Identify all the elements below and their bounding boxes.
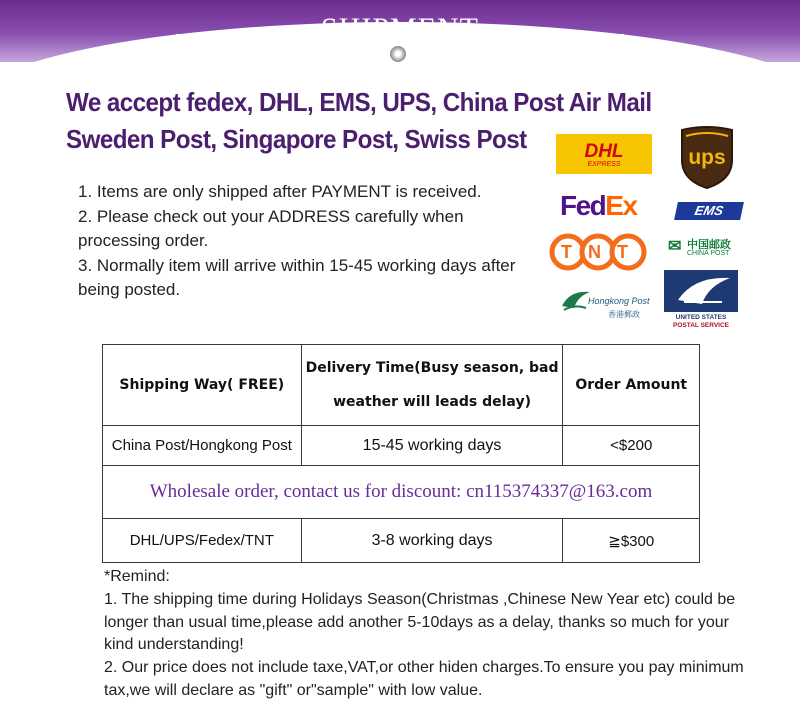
tnt-logo	[548, 232, 648, 272]
wholesale-contact-text: Wholesale order, contact us for discount: cn115374337@163.com	[103, 466, 700, 519]
ems-logo-text: EMS	[693, 203, 725, 218]
usps-text-line-2: POSTAL SERVICE	[673, 322, 729, 329]
tnt-logo-text: TNT	[561, 242, 644, 262]
dhl-logo-text: DHL	[584, 141, 624, 162]
cell-delivery-time: 3-8 working days	[301, 519, 563, 563]
hongkong-post-en-text: Hongkong Post	[588, 296, 650, 306]
accepted-carriers-line-1: We accept fedex, DHL, EMS, UPS, China Post Air Mail	[66, 87, 652, 117]
remind-section	[104, 566, 744, 703]
remind-item: 2. Our price does not include taxe,VAT,or other hiden charges.To ensure you pay minimum tax,we will declare as "gift" or"sample" with low value.	[104, 659, 744, 699]
usps-eagle-icon	[664, 270, 738, 312]
header-order-amount: Order Amount	[563, 345, 700, 426]
usps-logo	[664, 270, 738, 332]
diamond-icon	[390, 46, 406, 62]
banner-title: SHIPMENT	[320, 12, 479, 45]
fedex-ex-text: Ex	[605, 190, 637, 221]
note-item: 2. Please check out your ADDRESS carefully when processing order.	[78, 206, 464, 250]
ups-logo	[678, 126, 736, 190]
ems-logo	[674, 202, 744, 220]
china-post-cn-text: 中国邮政	[687, 238, 731, 251]
table-row	[103, 519, 700, 563]
note-item: 1. Items are only shipped after PAYMENT is received.	[78, 182, 482, 201]
hongkong-post-cn-text: 香港郵政	[608, 310, 640, 319]
table-header-row	[103, 345, 700, 426]
shipping-table	[102, 344, 700, 563]
china-post-logo	[668, 236, 746, 264]
header-delivery-time-line-2: weather will leads delay)	[333, 394, 531, 410]
fedex-fed-text: Fed	[560, 190, 606, 221]
accepted-carriers-line-2: Sweden Post, Singapore Post, Swiss Post	[66, 124, 527, 154]
wholesale-row	[103, 466, 700, 519]
hongkong-post-logo	[560, 284, 656, 322]
cell-order-amount: ≧$300	[563, 519, 700, 563]
usps-text-line-1: UNITED STATES	[675, 314, 727, 321]
china-post-emblem-icon: ✉	[668, 238, 682, 255]
remind-title: *Remind:	[104, 568, 170, 585]
header-shipping-way: Shipping Way( FREE)	[103, 345, 302, 426]
ups-logo-text: ups	[688, 146, 726, 169]
cell-shipping-way: China Post/Hongkong Post	[103, 426, 302, 466]
shipping-notes	[78, 180, 518, 303]
cell-shipping-way: DHL/UPS/Fedex/TNT	[103, 519, 302, 563]
dhl-logo	[556, 134, 652, 174]
dhl-logo-subtext: EXPRESS	[587, 161, 621, 168]
cell-delivery-time: 15-45 working days	[301, 426, 563, 466]
header-delivery-time	[301, 345, 563, 426]
china-post-en-text: CHINA POST	[687, 250, 730, 257]
header-delivery-time-line-1: Delivery Time(Busy season, bad	[305, 360, 559, 376]
fedex-logo	[560, 190, 660, 224]
cell-order-amount: <$200	[563, 426, 700, 466]
note-item: 3. Normally item will arrive within 15-45 working days after being posted.	[78, 255, 516, 299]
table-row	[103, 426, 700, 466]
remind-item: 1. The shipping time during Holidays Season(Christmas ,Chinese New Year etc) could be longer than usual time,please add another 5-10days as a delay, thanks so much for your kind understanding!	[104, 590, 736, 654]
